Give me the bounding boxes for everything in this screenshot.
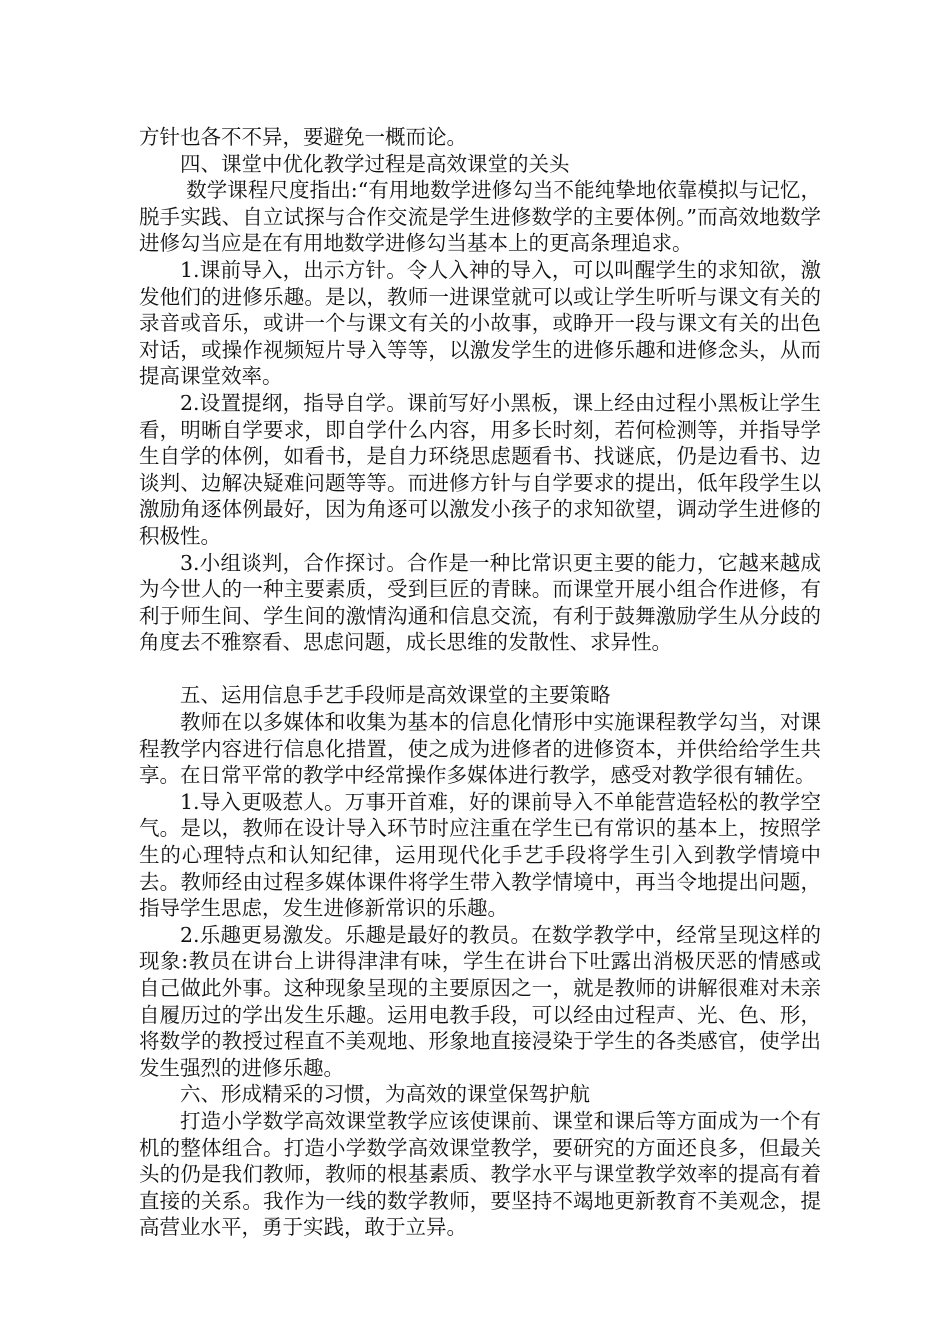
section-4-item-1: 1.课前导入，出示方针。令人入神的导入，可以叫醒学生的求知欲，激发他们的进修乐趣。是以，教师一进课堂就可以或让学生听听与课文有关的录音或音乐，或讲一个与课文有关的小故事，或睁开一段与课文有关的出色对话，或操作视频短片导入等等，以激发学生的进修乐趣和进修念头，从而提高课堂效率。 <box>139 257 821 389</box>
section-6-heading: 六、形成精采的习惯，为高效的课堂保驾护航 <box>180 1082 590 1107</box>
section-4-heading: 四、课堂中优化教学过程是高效课堂的关头 <box>180 151 570 176</box>
continuation-paragraph: 方针也各不不异，要避免一概而论。 <box>139 125 467 149</box>
section-4-item-2: 2.设置提纲，指导自学。课前写好小黑板，课上经由过程小黑板让学生看，明晰自学要求，即自学什么内容，用多长时刻，若何检测等，并指导学生自学的体例，如看书，是自力环绕思虑题看书、找谜底，仍是边看书、边谈判、边解决疑难问题等等。而进修方针与自学要求的提出，低年段学生以激励角逐体例最好，因为角逐可以激发小孩子的求知欲望，调动学生进修的积极性。 <box>139 390 821 548</box>
section-4-item-3: 3.小组谈判，合作探讨。合作是一种比常识更主要的能力，它越来越成为今世人的一种主要素质，受到巨匠的青睐。而课堂开展小组合作进修，有利于师生间、学生间的激情沟通和信息交流，有利于鼓舞激励学生从分歧的角度去不雅察看、思虑问题，成长思维的发散性、求异性。 <box>139 550 821 655</box>
section-5-item-1: 1.导入更吸惹人。万事开首难，好的课前导入不单能营造轻松的教学空气。是以，教师在设计导入环节时应注重在学生已有常识的基本上，按照学生的心理特点和认知纪律，运用现代化手艺手段将学生引入到教学情境中去。教师经由过程多媒体课件将学生带入教学情境中，再当令地提出问题，指导学生思虑，发生进修新常识的乐趣。 <box>139 789 821 921</box>
section-6-body: 打造小学数学高效课堂教学应该使课前、课堂和课后等方面成为一个有机的整体组合。打造小学数学高效课堂教学，要研究的方面还良多，但最关头的仍是我们教师，教师的根基素质、教学水平与课堂教学效率的提高有着直接的关系。我作为一线的数学教师，要坚持不竭地更新教育不美观念，提高营业水平，勇于实践，敢于立异。 <box>139 1108 821 1240</box>
document-page <box>139 124 821 1241</box>
section-4-intro: 数学课程尺度指出:“有用地数学进修勾当不能纯挚地依靠模拟与记忆，脱手实践、自立试探与合作交流是学生进修数学的主要体例。”而高效地数学进修勾当应是在有用地数学进修勾当基本上的更高条理追求。 <box>139 178 821 256</box>
section-5-heading: 五、运用信息手艺手段师是高效课堂的主要策略 <box>180 683 611 708</box>
section-5-item-2: 2.乐趣更易激发。乐趣是最好的教员。在数学教学中，经常呈现这样的现象:教员在讲台上讲得津津有味，学生在讲台下吐露出消极厌恶的情感或自己做此外事。这种现象呈现的主要原因之一，就是教师的讲解很难对未亲自履历过的学出发生乐趣。运用电教手段，可以经由过程声、光、色、形，将数学的教授过程直不美观地、形象地直接浸染于学生的各类感官，使学出发生强烈的进修乐趣。 <box>139 922 821 1080</box>
paragraph-spacer <box>139 656 821 683</box>
section-5-intro: 教师在以多媒体和收集为基本的信息化情形中实施课程教学勾当，对课程教学内容进行信息化措置，使之成为进修者的进修资本，并供给给学生共享。在日常平常的教学中经常操作多媒体进行教学，感受对教学很有辅佐。 <box>139 710 821 788</box>
